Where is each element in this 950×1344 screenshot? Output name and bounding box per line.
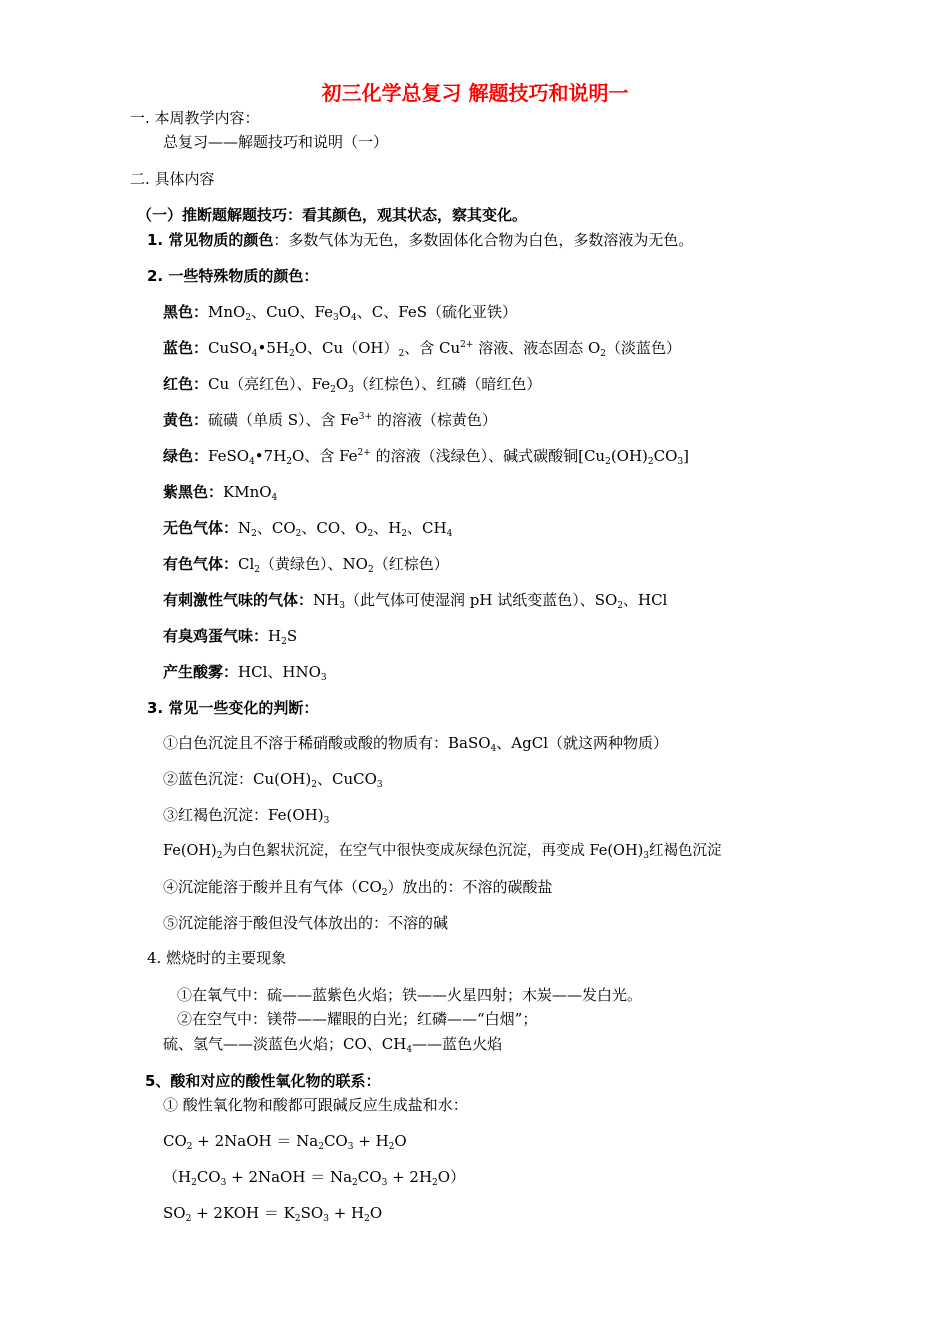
burn-air: ②在空气中：镁带——耀眼的白光；红磷——“白烟”； [177,1010,538,1028]
equation-text: CO [357,1168,382,1186]
color-red-row [163,374,541,394]
subscript: 2 [288,349,295,359]
subscript: 2 [216,851,223,861]
formula-text: 、CuO、Fe [251,303,333,321]
formula-text: （红棕色）、红磷（暗红色） [353,375,542,393]
formula-text: O [338,303,352,321]
subscript: 2 [364,1214,370,1224]
subscript: 2 [318,1142,324,1152]
formula-text: H [268,627,282,645]
equation-text: + 2NaOH ＝ Na [192,1132,319,1150]
burn-oxygen: ①在氧气中：硫——蓝紫色火焰；铁——火星四射；木炭——发白光。 [177,986,643,1004]
change-text: ②蓝色沉淀：Cu(OH) [163,770,312,788]
subscript: 2 [330,385,336,395]
subscript: 2 [185,1214,192,1224]
equation-text: O [394,1132,407,1150]
formula-text: 、H [373,519,402,537]
equation-text: + 2NaOH ＝ Na [226,1168,353,1186]
change-2 [163,769,383,789]
change-text: 红褐色沉淀 [648,843,722,859]
item-2-label: 2. 一些特殊物质的颜色： [147,267,319,285]
item-3-label: 3. 常见一些变化的判断： [147,699,319,717]
item-4-label: 4. 燃烧时的主要现象 [147,949,287,967]
formula-text: •5H [257,339,289,357]
subscript: 2 [647,457,654,467]
color-purple-black-row [163,482,277,502]
formula-text: 的溶液（棕黄色） [372,411,497,429]
subscript: 2 [251,529,257,539]
subscript: 3 [677,457,684,467]
formula-text: O、Cu（OH） [294,339,399,357]
subscript: 2 [191,1178,197,1188]
formula-text: 、CH [407,519,447,537]
equation-text: + 2H [387,1168,433,1186]
equation-text: + 2KOH ＝ K [191,1204,295,1222]
formula-text: (OH) [610,447,648,465]
color-blue-row [163,338,681,358]
change-text: Fe(OH) [163,843,217,859]
change-text: ）放出的：不溶的碳酸盐 [387,878,553,896]
subscript: 2 [286,457,293,467]
change-text: ①白色沉淀且不溶于稀硝酸或酸的物质有：BaSO [163,734,491,752]
pungent-gas-label: 有刺激性气味的气体： [163,591,314,609]
subscript: 2 [311,780,317,790]
burn-flames [163,1034,502,1054]
formula-text: 、CO、O [301,519,368,537]
change-text: 、CuCO [316,770,377,788]
pungent-gas-row [163,590,667,610]
subscript: 4 [406,1045,413,1055]
color-green-label: 绿色： [163,447,209,465]
subscript: 3 [347,1142,354,1152]
subscript: 3 [348,385,354,395]
formula-text: 硫磺（单质 S）、含 Fe [208,411,359,429]
formula-text: FeSO [208,447,250,465]
change-text: 、AgCl（就这两种物质） [496,734,668,752]
equation-text: SO [300,1204,324,1222]
change-text: 为白色絮状沉淀，在空气中很快变成灰绿色沉淀，再变成 Fe(OH) [222,843,644,859]
equation-text: CO [323,1132,348,1150]
subscript: 3 [376,780,383,790]
change-text: ④沉淀能溶于酸并且有气体（CO [163,878,382,896]
burn-text: 硫、氢气——淡蓝色火焰；CO、CH [163,1035,407,1053]
formula-text: •7H [254,447,287,465]
subscript: 2 [398,349,405,359]
item-1-label: 1. 常见物质的颜色 [147,231,274,249]
colorless-gas-label: 无色气体： [163,519,239,537]
subscript: 2 [388,1142,395,1152]
document-title: 初三化学总复习 解题技巧和说明一 [321,81,629,105]
subscript: 2 [600,349,607,359]
equation-text: O） [437,1168,466,1186]
subscript: 3 [332,313,339,323]
equation-text: + H [353,1132,389,1150]
subscript: 2 [432,1178,438,1188]
formula-text: NH [313,591,340,609]
formula-text: 的溶液（浅绿色）、碱式碳酸铜[Cu [370,447,606,465]
subscript: 2 [367,565,374,575]
formula-text: ] [683,447,690,465]
superscript: 2+ [460,340,474,350]
change-text: ③红褐色沉淀：Fe(OH) [163,806,324,824]
formula-text: （淡蓝色） [606,339,682,357]
subscript: 3 [643,851,649,861]
formula-text: KMnO [223,483,272,501]
formula-text: O、含 Fe [292,447,358,465]
equation-3 [163,1203,382,1223]
item-5-label: 5、酸和对应的酸性氧化物的联系： [145,1072,381,1090]
equation-text: + H [328,1204,365,1222]
equation-text: SO [163,1204,186,1222]
subscript: 4 [490,744,497,754]
formula-text: O [335,375,349,393]
superscript: 3+ [358,412,373,422]
subscript: 4 [249,457,255,467]
formula-text: 、C、FeS（硫化亚铁） [356,303,517,321]
colored-gas-label: 有色气体： [163,555,239,573]
subscript: 3 [320,673,327,683]
equation-text: CO [196,1168,221,1186]
formula-text: HCl、HNO [238,663,321,681]
subscript: 2 [281,637,287,647]
section-1-content: 总复习——解题技巧和说明（一） [163,133,389,151]
equation-text: （H [163,1168,192,1186]
formula-text: 、含 Cu [404,339,461,357]
subscript: 2 [254,565,261,575]
subscript: 4 [446,529,453,539]
subscript: 4 [271,493,278,503]
color-green-row [163,446,689,466]
formula-text: Cl [238,555,255,573]
change-3-note [163,841,721,861]
color-black-row [163,302,517,322]
section-2-heading: 二. 具体内容 [130,170,215,188]
subscript: 3 [339,601,345,611]
subscript: 4 [251,349,258,359]
formula-text: CO [653,447,678,465]
subscript: 2 [367,529,374,539]
equation-2 [163,1167,465,1187]
subscript: 3 [323,1214,329,1224]
formula-text: N [238,519,252,537]
acid-mist-row [163,662,327,682]
equation-1 [163,1131,407,1151]
subscript: 2 [381,888,388,898]
change-4 [163,877,553,897]
rotten-egg-row [163,626,297,646]
colorless-gas-row [163,518,452,538]
equation-text: CO [163,1132,187,1150]
color-red-label: 红色： [163,375,209,393]
subscript: 3 [323,816,330,826]
formula-text: （红棕色） [373,555,449,573]
formula-text: （此气体可使湿润 pH 试纸变蓝色）、SO [344,591,618,609]
formula-text: 、CO [256,519,296,537]
formula-text: Cu（亮红色）、Fe [208,375,331,393]
change-5: ⑤沉淀能溶于酸但没气体放出的：不溶的碱 [163,914,449,932]
acid-point-1: ① 酸性氧化物和酸都可跟碱反应生成盐和水： [163,1096,468,1114]
subscript: 2 [352,1178,358,1188]
equation-text: O [369,1204,383,1222]
formula-text: CuSO [208,339,252,357]
color-yellow-row [163,410,497,430]
subscript: 2 [186,1142,193,1152]
subscript: 2 [617,601,623,611]
colored-gas-row [163,554,449,574]
subscript: 2 [295,529,302,539]
color-blue-label: 蓝色： [163,339,209,357]
acid-mist-label: 产生酸雾： [163,663,239,681]
part-1-heading: （一）推断题解题技巧：看其颜色，观其状态，察其变化。 [137,206,528,224]
subscript: 3 [220,1178,227,1188]
color-yellow-label: 黄色： [163,411,209,429]
change-1 [163,733,668,753]
rotten-egg-label: 有臭鸡蛋气味： [163,627,269,645]
formula-text: 溶液、液态固态 O [473,339,601,357]
formula-text: S [286,627,298,645]
item-1 [147,230,693,250]
subscript: 4 [351,313,357,323]
subscript: 2 [401,529,408,539]
section-1-heading: 一. 本周教学内容： [130,109,260,127]
superscript: 2+ [357,448,371,458]
formula-text: 、HCl [623,591,668,609]
color-purple-black-label: 紫黑色： [163,483,224,501]
item-1-text: ：多数气体为无色，多数固体化合物为白色，多数溶液为无色。 [273,231,694,249]
color-black-label: 黑色： [163,303,209,321]
formula-text: MnO [208,303,246,321]
subscript: 2 [605,457,611,467]
burn-text: ——蓝色火焰 [412,1035,503,1053]
change-3 [163,805,329,825]
subscript: 3 [381,1178,388,1188]
subscript: 2 [294,1214,301,1224]
formula-text: （黄绿色）、NO [260,555,368,573]
subscript: 2 [245,313,252,323]
